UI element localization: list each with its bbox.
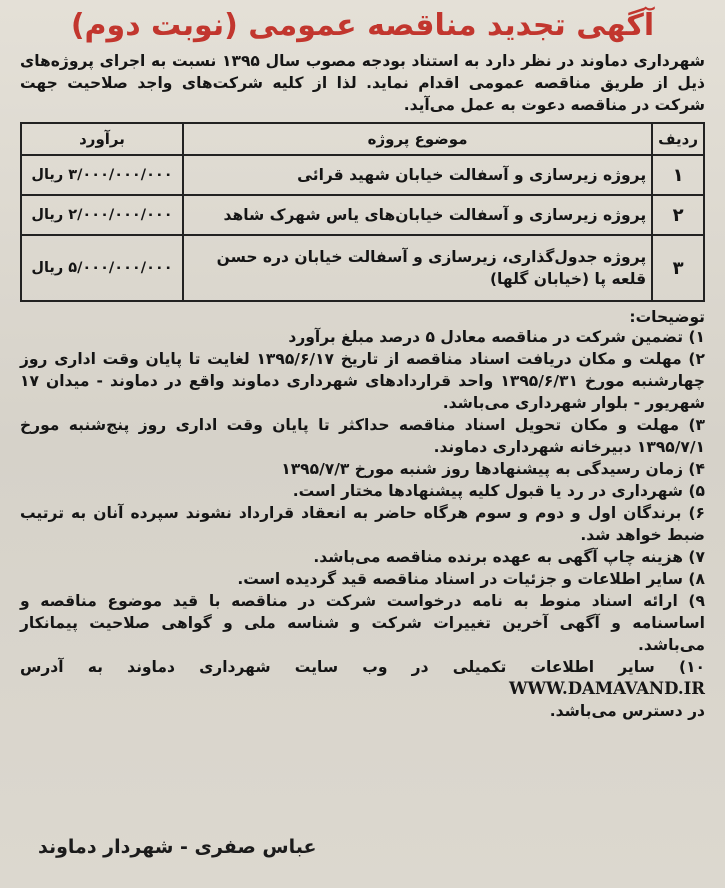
note-item: ۱) تضمین شرکت در مناقصه معادل ۵ درصد مبلغ برآورد: [288, 328, 705, 346]
row-number: ۱: [652, 155, 704, 195]
note-item-website: [20, 656, 705, 722]
note-item: ۹) ارائه اسناد منوط به نامه درخواست شرکت در مناقصه با قید موضوع مناقصه و اساسنامه و آگهی آخرین تغییرات شرکت و شناسه ملی و گواهی صلاحیت پیمانکار می‌باشد.: [20, 592, 705, 654]
table-row: [21, 155, 704, 195]
row-subject: پروژه زیرسازی و آسفالت خیابان‌های یاس شهرک شاهد: [183, 195, 652, 235]
table-row: [21, 235, 704, 301]
header-subject: موضوع پروژه: [183, 123, 652, 155]
table-header-row: [21, 123, 704, 155]
row-estimate: ۲/۰۰۰/۰۰۰/۰۰۰ ریال: [21, 195, 183, 235]
row-subject: پروژه زیرسازی و آسفالت خیابان شهید قرائی: [183, 155, 652, 195]
intro-paragraph: [20, 50, 705, 116]
note10-before: ۱۰) سایر اطلاعات تکمیلی در وب سایت شهرداری دماوند به آدرس: [20, 658, 705, 676]
row-estimate: ۵/۰۰۰/۰۰۰/۰۰۰ ریال: [21, 235, 183, 301]
row-subject: پروژه جدول‌گذاری، زیرسازی و آسفالت خیابان دره حسن قلعه پا (خیابان گلها): [183, 235, 652, 301]
note-item: ۵) شهرداری در رد یا قبول کلیه پیشنهادها مختار است.: [292, 482, 705, 500]
org-name: شهرداری دماوند: [579, 52, 705, 70]
note-item: ۶) برندگان اول و دوم و سوم هرگاه حاضر به انعقاد قرارداد نشوند سپرده آنان به ترتیب ضبط خواهد شد.: [20, 504, 705, 544]
notes-title: توضیحات:: [629, 308, 705, 326]
note-item: ۷) هزینه چاپ آگهی به عهده برنده مناقصه می‌باشد.: [313, 548, 705, 566]
signature: عباس صفری - شهردار دماوند: [38, 836, 317, 858]
projects-table: [20, 122, 705, 302]
intro-text: در نظر دارد به استناد بودجه مصوب سال ۱۳۹۵ نسبت به اجرای پروژه‌های ذیل از طریق مناقصه عمومی اقدام نماید. لذا از کلیه شرکت‌های واجد صلاحیت جهت شرکت در مناقصه دعوت به عمل می‌آید.: [20, 52, 705, 114]
note-item: ۸) سایر اطلاعات و جزئیات در اسناد مناقصه قید گردیده است.: [237, 570, 705, 588]
note-item: ۲) مهلت و مکان دریافت اسناد مناقصه از تاریخ ۱۳۹۵/۶/۱۷ لغایت تا پایان وقت اداری روز چهارشنبه مورخ ۱۳۹۵/۶/۳۱ واحد قراردادهای شهرداری دماوند واقع در دماوند - میدان ۱۷ شهریور - بلوار شهرداری می‌باشد.: [20, 350, 705, 412]
notice-title: آگهی تجدید مناقصه عمومی (نوبت دوم): [70, 8, 655, 43]
note-item: ۳) مهلت و مکان تحویل اسناد مناقصه حداکثر تا پایان وقت اداری روز پنج‌شنبه مورخ ۱۳۹۵/۷/۱ دبیرخانه شهرداری دماوند.: [20, 416, 705, 456]
website-link[interactable]: WWW.DAMAVAND.IR: [508, 679, 705, 698]
row-number: ۲: [652, 195, 704, 235]
row-number: ۳: [652, 235, 704, 301]
table-row: [21, 195, 704, 235]
note10-after: در دسترس می‌باشد.: [549, 702, 705, 720]
row-estimate: ۳/۰۰۰/۰۰۰/۰۰۰ ریال: [21, 155, 183, 195]
header-row-number: ردیف: [652, 123, 704, 155]
header-estimate: برآورد: [21, 123, 183, 155]
note-item: ۴) زمان رسیدگی به پیشنهادها روز شنبه مورخ ۱۳۹۵/۷/۳: [281, 460, 705, 478]
